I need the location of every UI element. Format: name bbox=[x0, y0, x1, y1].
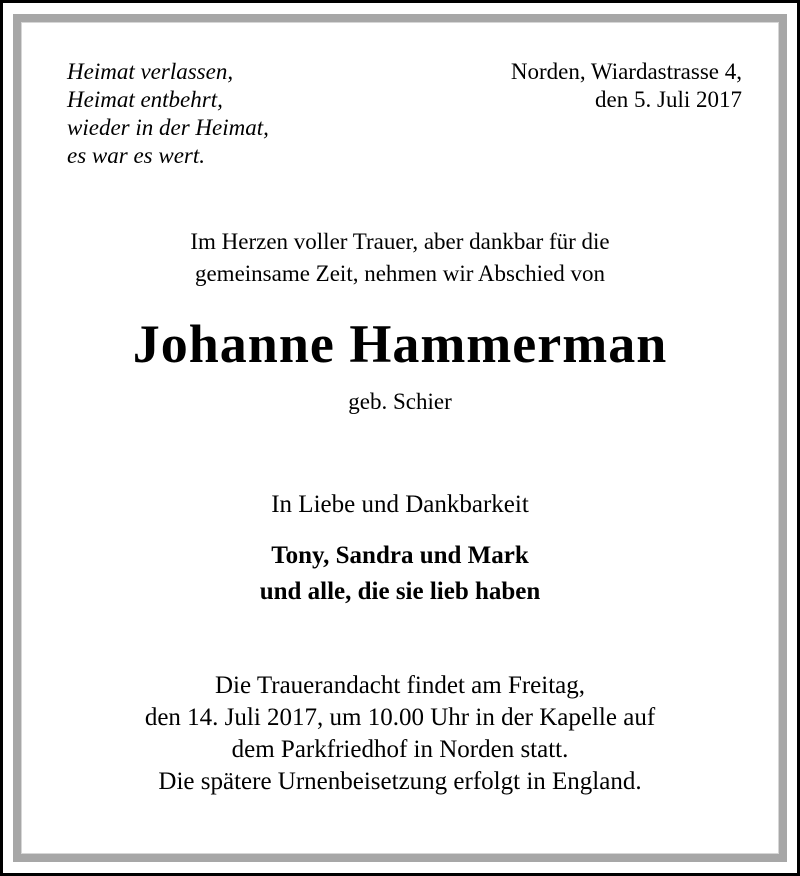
mourners-line: und alle, die sie lieb haben bbox=[259, 578, 541, 605]
service-line: dem Parkfriedhof in Norden statt. bbox=[231, 736, 569, 763]
service-info bbox=[0, 670, 800, 798]
poem-line: es war es wert. bbox=[67, 143, 205, 168]
mourners-intro: In Liebe und Dankbarkeit bbox=[271, 491, 529, 518]
mourners-list bbox=[0, 538, 800, 610]
place-line: Norden, Wiardastrasse 4, bbox=[510, 59, 742, 84]
mourners-line: Tony, Sandra und Mark bbox=[271, 542, 529, 569]
deceased-name: Johanne Hammerman bbox=[132, 314, 668, 374]
poem-line: wieder in der Heimat, bbox=[67, 115, 269, 140]
poem-line: Heimat entbehrt, bbox=[67, 87, 223, 112]
service-line: Die spätere Urnenbeisetzung erfolgt in England. bbox=[158, 768, 642, 795]
place-and-date bbox=[402, 58, 742, 114]
date-line: den 5. Juli 2017 bbox=[595, 87, 742, 112]
poem bbox=[67, 58, 387, 170]
intro-text bbox=[0, 226, 800, 290]
poem-line: Heimat verlassen, bbox=[67, 59, 234, 84]
service-line: den 14. Juli 2017, um 10.00 Uhr in der Kapelle auf bbox=[144, 704, 656, 731]
service-line: Die Trauerandacht findet am Freitag, bbox=[214, 672, 586, 699]
intro-line: Im Herzen voller Trauer, aber dankbar für die bbox=[190, 229, 610, 254]
intro-line: gemeinsame Zeit, nehmen wir Abschied von bbox=[194, 261, 606, 286]
maiden-name: geb. Schier bbox=[348, 389, 452, 414]
